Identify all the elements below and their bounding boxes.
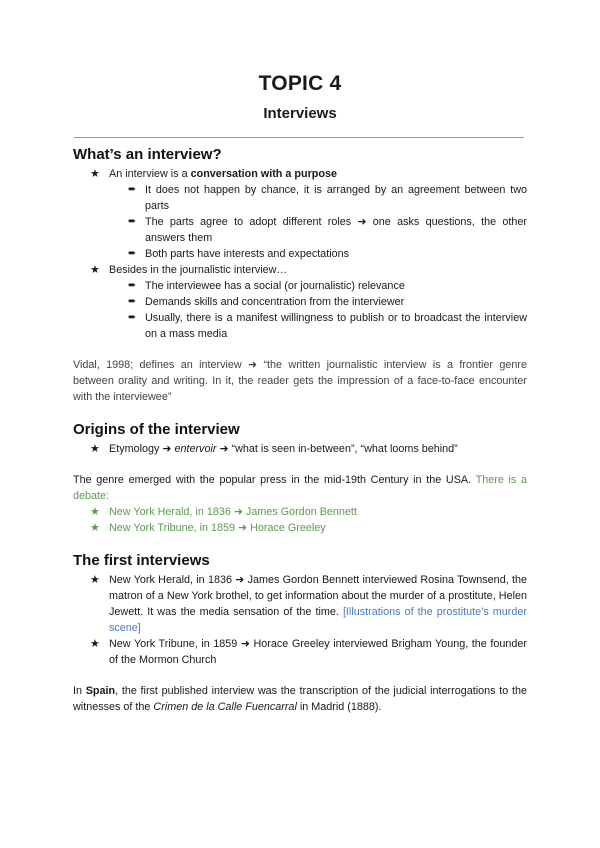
list-item: ★ Besides in the journalistic interview… <box>90 264 288 276</box>
list-item: ★ An interview is a conversation with a purpose <box>90 168 337 180</box>
list-item: ★ New York Tribune, in 1859 ➜ Horace Greeley interviewed Brigham Young, the founder of the Mormon Church <box>90 638 527 666</box>
section-heading-what-is-interview: What’s an interview? <box>73 146 222 163</box>
debate-highlight: There is a debate: <box>73 474 527 502</box>
star-icon: ★ <box>90 574 100 586</box>
section-heading-origins: Origins of the interview <box>73 421 240 438</box>
sub-list-item: ➨ Both parts have interests and expectations <box>128 248 350 260</box>
sub-list-item: ➨ Demands skills and concentration from the interviewer <box>128 296 405 308</box>
title-divider <box>74 137 524 138</box>
sub-list-item: ➨ The parts agree to adopt different roles ➜ one asks questions, the other answers them <box>128 216 527 244</box>
sub-list-item: ➨ It does not happen by chance, it is arranged by an agreement between two parts <box>128 184 527 212</box>
arrow-bullet-icon: ➨ <box>128 312 137 323</box>
star-icon: ★ <box>90 168 100 180</box>
illustrations-link[interactable]: [Illustrations of the prostitute’s murder scene] <box>109 606 527 634</box>
sub-list-item: ➨ The interviewee has a social (or journalistic) relevance <box>128 280 405 292</box>
arrow-bullet-icon: ➨ <box>128 184 137 195</box>
list-item: ★ New York Herald, in 1836 ➜ James Gordon Bennett interviewed Rosina Townsend, the matron of a New York brothel, to get information about the murder of a prostitute, Helen Jewett. It was the media sensation of the time. [Illustrations of the prostitute’s murder scene] <box>90 574 527 634</box>
arrow-bullet-icon: ➨ <box>128 216 137 227</box>
star-icon: ★ <box>90 506 100 518</box>
document-body <box>73 146 527 715</box>
genre-paragraph: The genre emerged with the popular press in the mid-19th Century in the USA. There is a debate: <box>73 474 527 502</box>
sub-list-item: ➨ Usually, there is a manifest willingness to publish or to broadcast the interview on a mass media <box>128 312 527 340</box>
vidal-quote: Vidal, 1998; defines an interview ➜ “the written journalistic interview is a frontier genre between orality and writing. In it, the reader gets the impression of a face-to-face encounter with the interviewee” <box>73 359 527 403</box>
page-subtitle: Interviews <box>263 105 337 122</box>
list-item: ★ Etymology ➜ entervoir ➜ “what is seen in-between”, “what looms behind” <box>90 443 458 455</box>
list-item: ★ New York Tribune, in 1859 ➜ Horace Greeley <box>90 522 326 534</box>
arrow-bullet-icon: ➨ <box>128 248 137 259</box>
arrow-bullet-icon: ➨ <box>128 280 137 291</box>
page-title: TOPIC 4 <box>258 72 342 95</box>
list-item: ★ New York Herald, in 1836 ➜ James Gordon Bennett <box>90 506 357 518</box>
section-heading-first-interviews: The first interviews <box>73 552 210 569</box>
star-icon: ★ <box>90 638 100 650</box>
star-icon: ★ <box>90 522 100 534</box>
arrow-bullet-icon: ➨ <box>128 296 137 307</box>
spain-paragraph: In Spain, the first published interview was the transcription of the judicial interrogations to the witnesses of the Crimen de la Calle Fuencarral in Madrid (1888). <box>73 685 527 713</box>
star-icon: ★ <box>90 264 100 276</box>
star-icon: ★ <box>90 443 100 455</box>
